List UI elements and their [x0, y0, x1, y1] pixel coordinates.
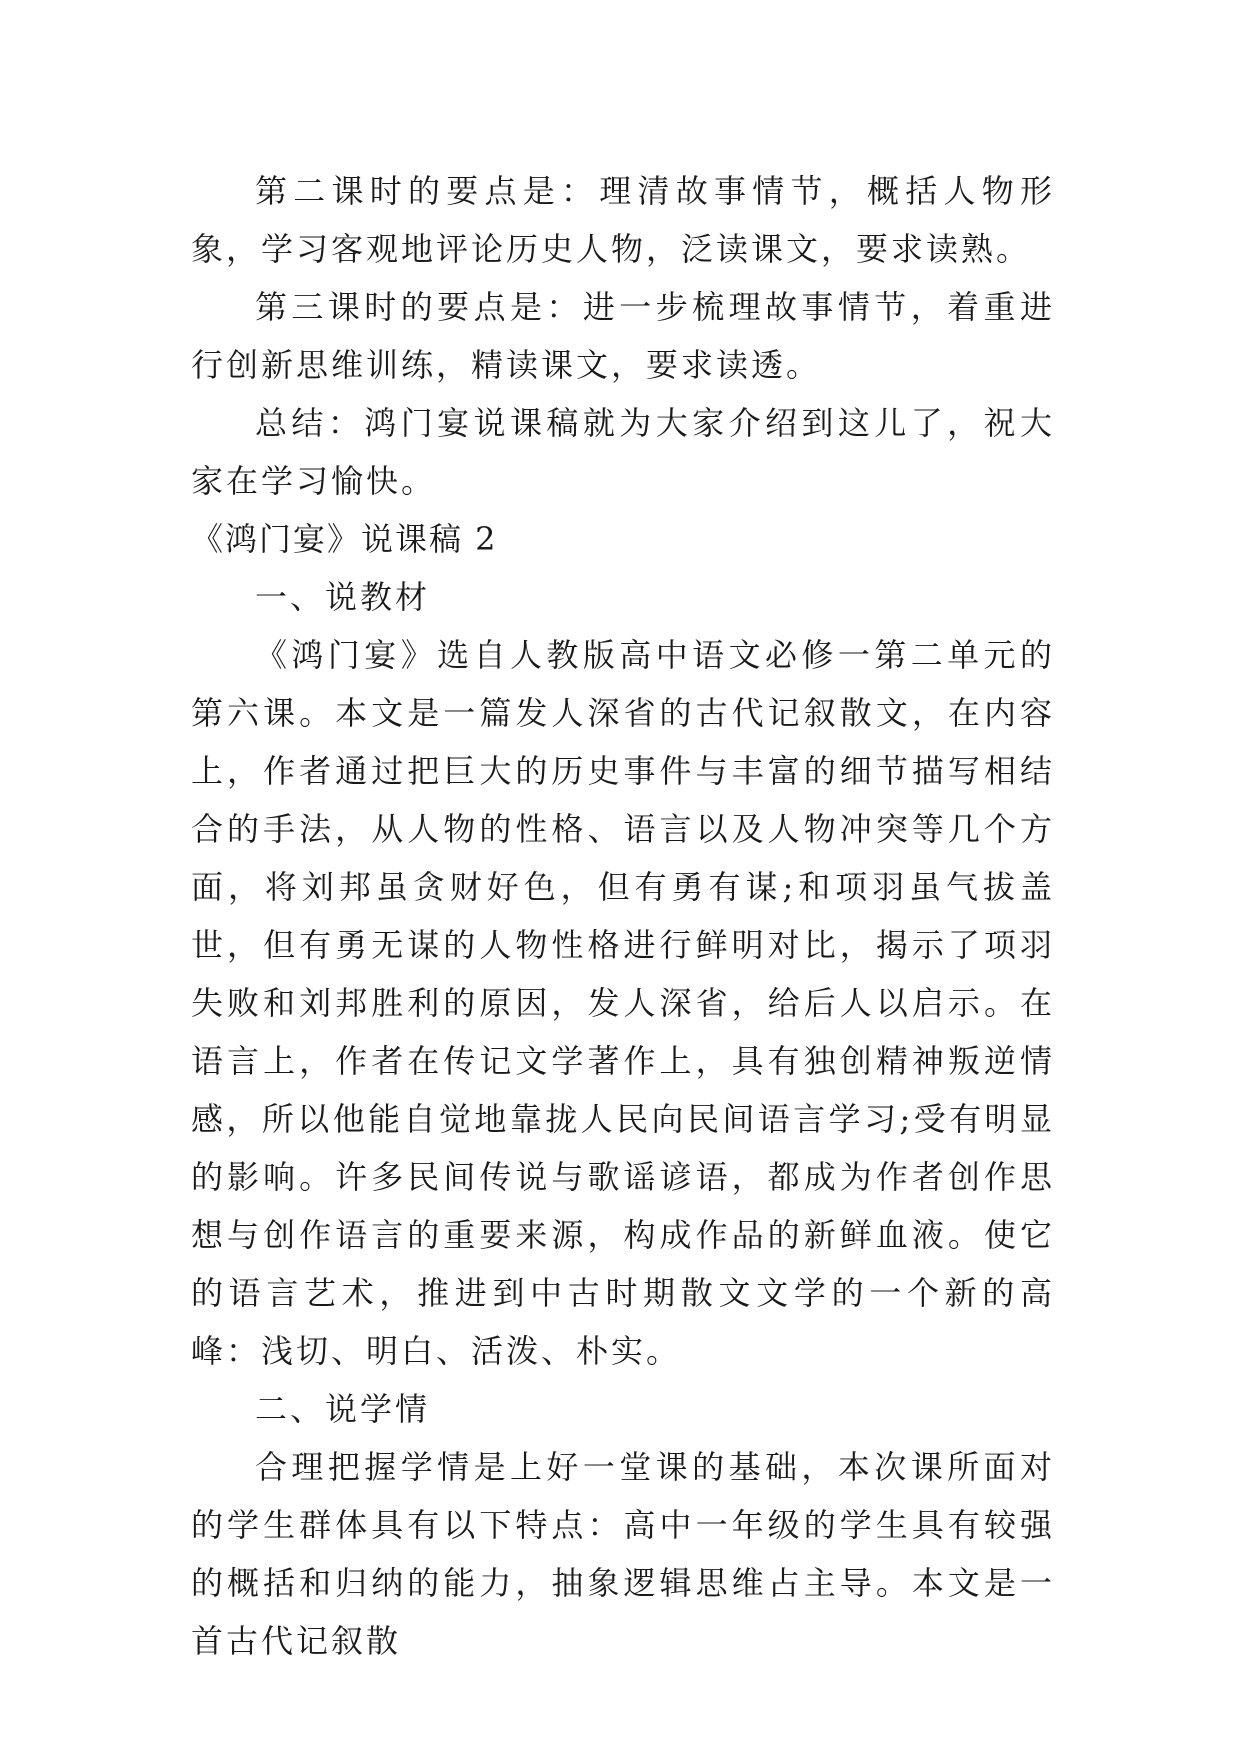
- paragraph-textbook-body: 《鸿门宴》选自人教版高中语文必修一第二单元的第六课。本文是一篇发人深省的古代记叙散文，在内容上，作者通过把巨大的历史事件与丰富的细节描写相结合的手法，从人物的性格、语言以及人物冲突等几个方面，将刘邦虽贪财好色，但有勇有谋;和项羽虽气拔盖世，但有勇无谋的人物性格进行鲜明对比，揭示了项羽失败和刘邦胜利的原因，发人深省，给后人以启示。在语言上，作者在传记文学著作上，具有独创精神叛逆情感，所以他能自觉地靠拢人民向民间语言学习;受有明显的影响。许多民间传说与歌谣谚语，都成为作者创作思想与创作语言的重要来源，构成作品的新鲜血液。使它的语言艺术，推进到中古时期散文文学的一个新的高峰：浅切、明白、活泼、朴实。: [191, 636, 1055, 1370]
- paragraph-third-lesson: 第三课时的要点是：进一步梳理故事情节，着重进行创新思维训练，精读课文，要求读透。: [191, 288, 1055, 384]
- paragraph-students-body: 合理把握学情是上好一堂课的基础，本次课所面对的学生群体具有以下特点：高中一年级的学生具有较强的概括和归纳的能力，抽象逻辑思维占主导。本文是一首古代记叙散: [191, 1448, 1055, 1660]
- document-body: [191, 162, 1055, 1670]
- section-heading-students: 二、说学情: [255, 1390, 431, 1428]
- paragraph-summary: 总结：鸿门宴说课稿就为大家介绍到这儿了，祝大家在学习愉快。: [191, 404, 1055, 500]
- section-heading-textbook: 一、说教材: [255, 578, 431, 616]
- paragraph-second-lesson: 第二课时的要点是：理清故事情节，概括人物形象，学习客观地评论历史人物，泛读课文，要求读熟。: [191, 172, 1055, 268]
- article-title: 《鸿门宴》说课稿 2: [191, 520, 498, 558]
